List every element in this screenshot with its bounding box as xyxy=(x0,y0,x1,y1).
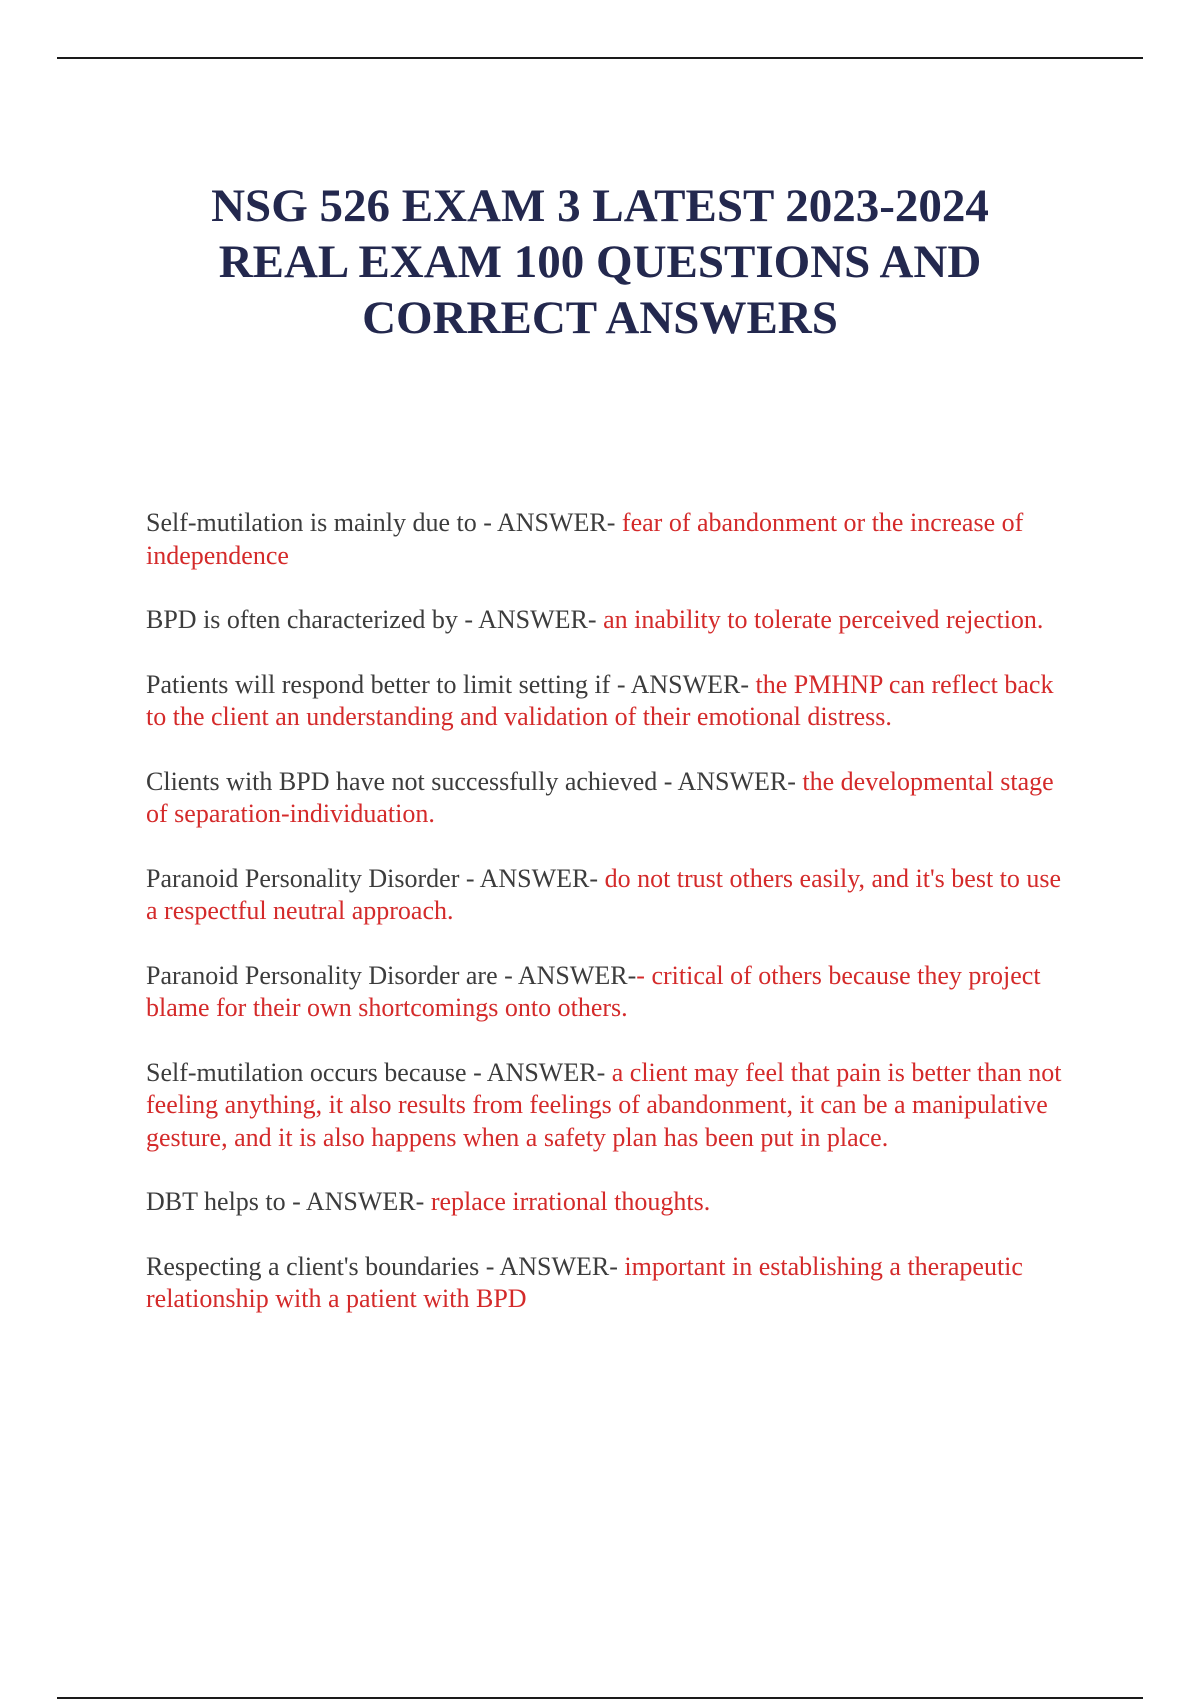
answer-text: the developmental stage of separation-individuation. xyxy=(146,766,1054,828)
question-text: Paranoid Personality Disorder are xyxy=(146,960,498,990)
qa-item xyxy=(146,960,1076,1025)
qa-item xyxy=(146,863,1076,928)
answer-separator: - ANSWER- xyxy=(610,669,750,699)
document-title xyxy=(57,178,1143,346)
question-text: Patients will respond better to limit setting if xyxy=(146,669,611,699)
qa-item xyxy=(146,1186,1076,1219)
qa-list xyxy=(146,507,1076,1348)
qa-item xyxy=(146,1251,1076,1316)
top-rule xyxy=(57,57,1143,59)
qa-item xyxy=(146,766,1076,831)
question-text: Respecting a client's boundaries xyxy=(146,1251,480,1281)
answer-separator: - ANSWER- xyxy=(657,766,796,796)
title-line-2: REAL EXAM 100 QUESTIONS AND xyxy=(218,236,982,288)
answer-text: fear of abandonment or the increase of independence xyxy=(146,508,1024,570)
question-text: Paranoid Personality Disorder xyxy=(146,863,460,893)
question-text: Self-mutilation occurs because xyxy=(146,1057,467,1087)
answer-text: an inability to tolerate perceived rejection. xyxy=(596,605,1044,634)
answer-separator: - ANSWER- xyxy=(459,863,599,893)
question-text: DBT helps to xyxy=(146,1187,286,1216)
answer-text: replace irrational thoughts. xyxy=(424,1187,711,1216)
answer-separator: - ANSWER- xyxy=(476,508,616,537)
answer-text: do not trust others easily, and it's best to use a respectful neutral approach. xyxy=(146,863,1062,925)
answer-text: - critical of others because they project blame for their own shortcomings onto others. xyxy=(146,960,1041,1022)
answer-text: the PMHNP can reflect back to the client an understanding and validation of their emotional distress. xyxy=(146,669,1054,731)
qa-item xyxy=(146,604,1076,637)
answer-separator: - ANSWER- xyxy=(285,1187,425,1216)
answer-text: important in establishing a therapeutic relationship with a patient with BPD xyxy=(146,1251,1023,1313)
bottom-rule xyxy=(57,1697,1143,1699)
title-line-1: NSG 526 EXAM 3 LATEST 2023-2024 xyxy=(211,180,989,232)
qa-item xyxy=(146,1057,1076,1155)
title-line-3: CORRECT ANSWERS xyxy=(362,292,838,344)
answer-separator: - ANSWER- xyxy=(479,1251,618,1281)
qa-item xyxy=(146,669,1076,734)
question-text: Self-mutilation is mainly due to xyxy=(146,508,477,537)
answer-text: a client may feel that pain is better than not feeling anything, it also results from feelings of abandonment, it can be a manipulative gesture, and it is also happens when a safety plan has been put in place. xyxy=(146,1057,1062,1152)
question-text: BPD is often characterized by xyxy=(146,605,458,634)
question-text: Clients with BPD have not successfully achieved xyxy=(146,766,658,796)
qa-item xyxy=(146,507,1076,572)
answer-separator: - ANSWER- xyxy=(466,1057,606,1087)
answer-separator: - ANSWER- xyxy=(497,960,637,990)
answer-separator: - ANSWER- xyxy=(457,605,597,634)
